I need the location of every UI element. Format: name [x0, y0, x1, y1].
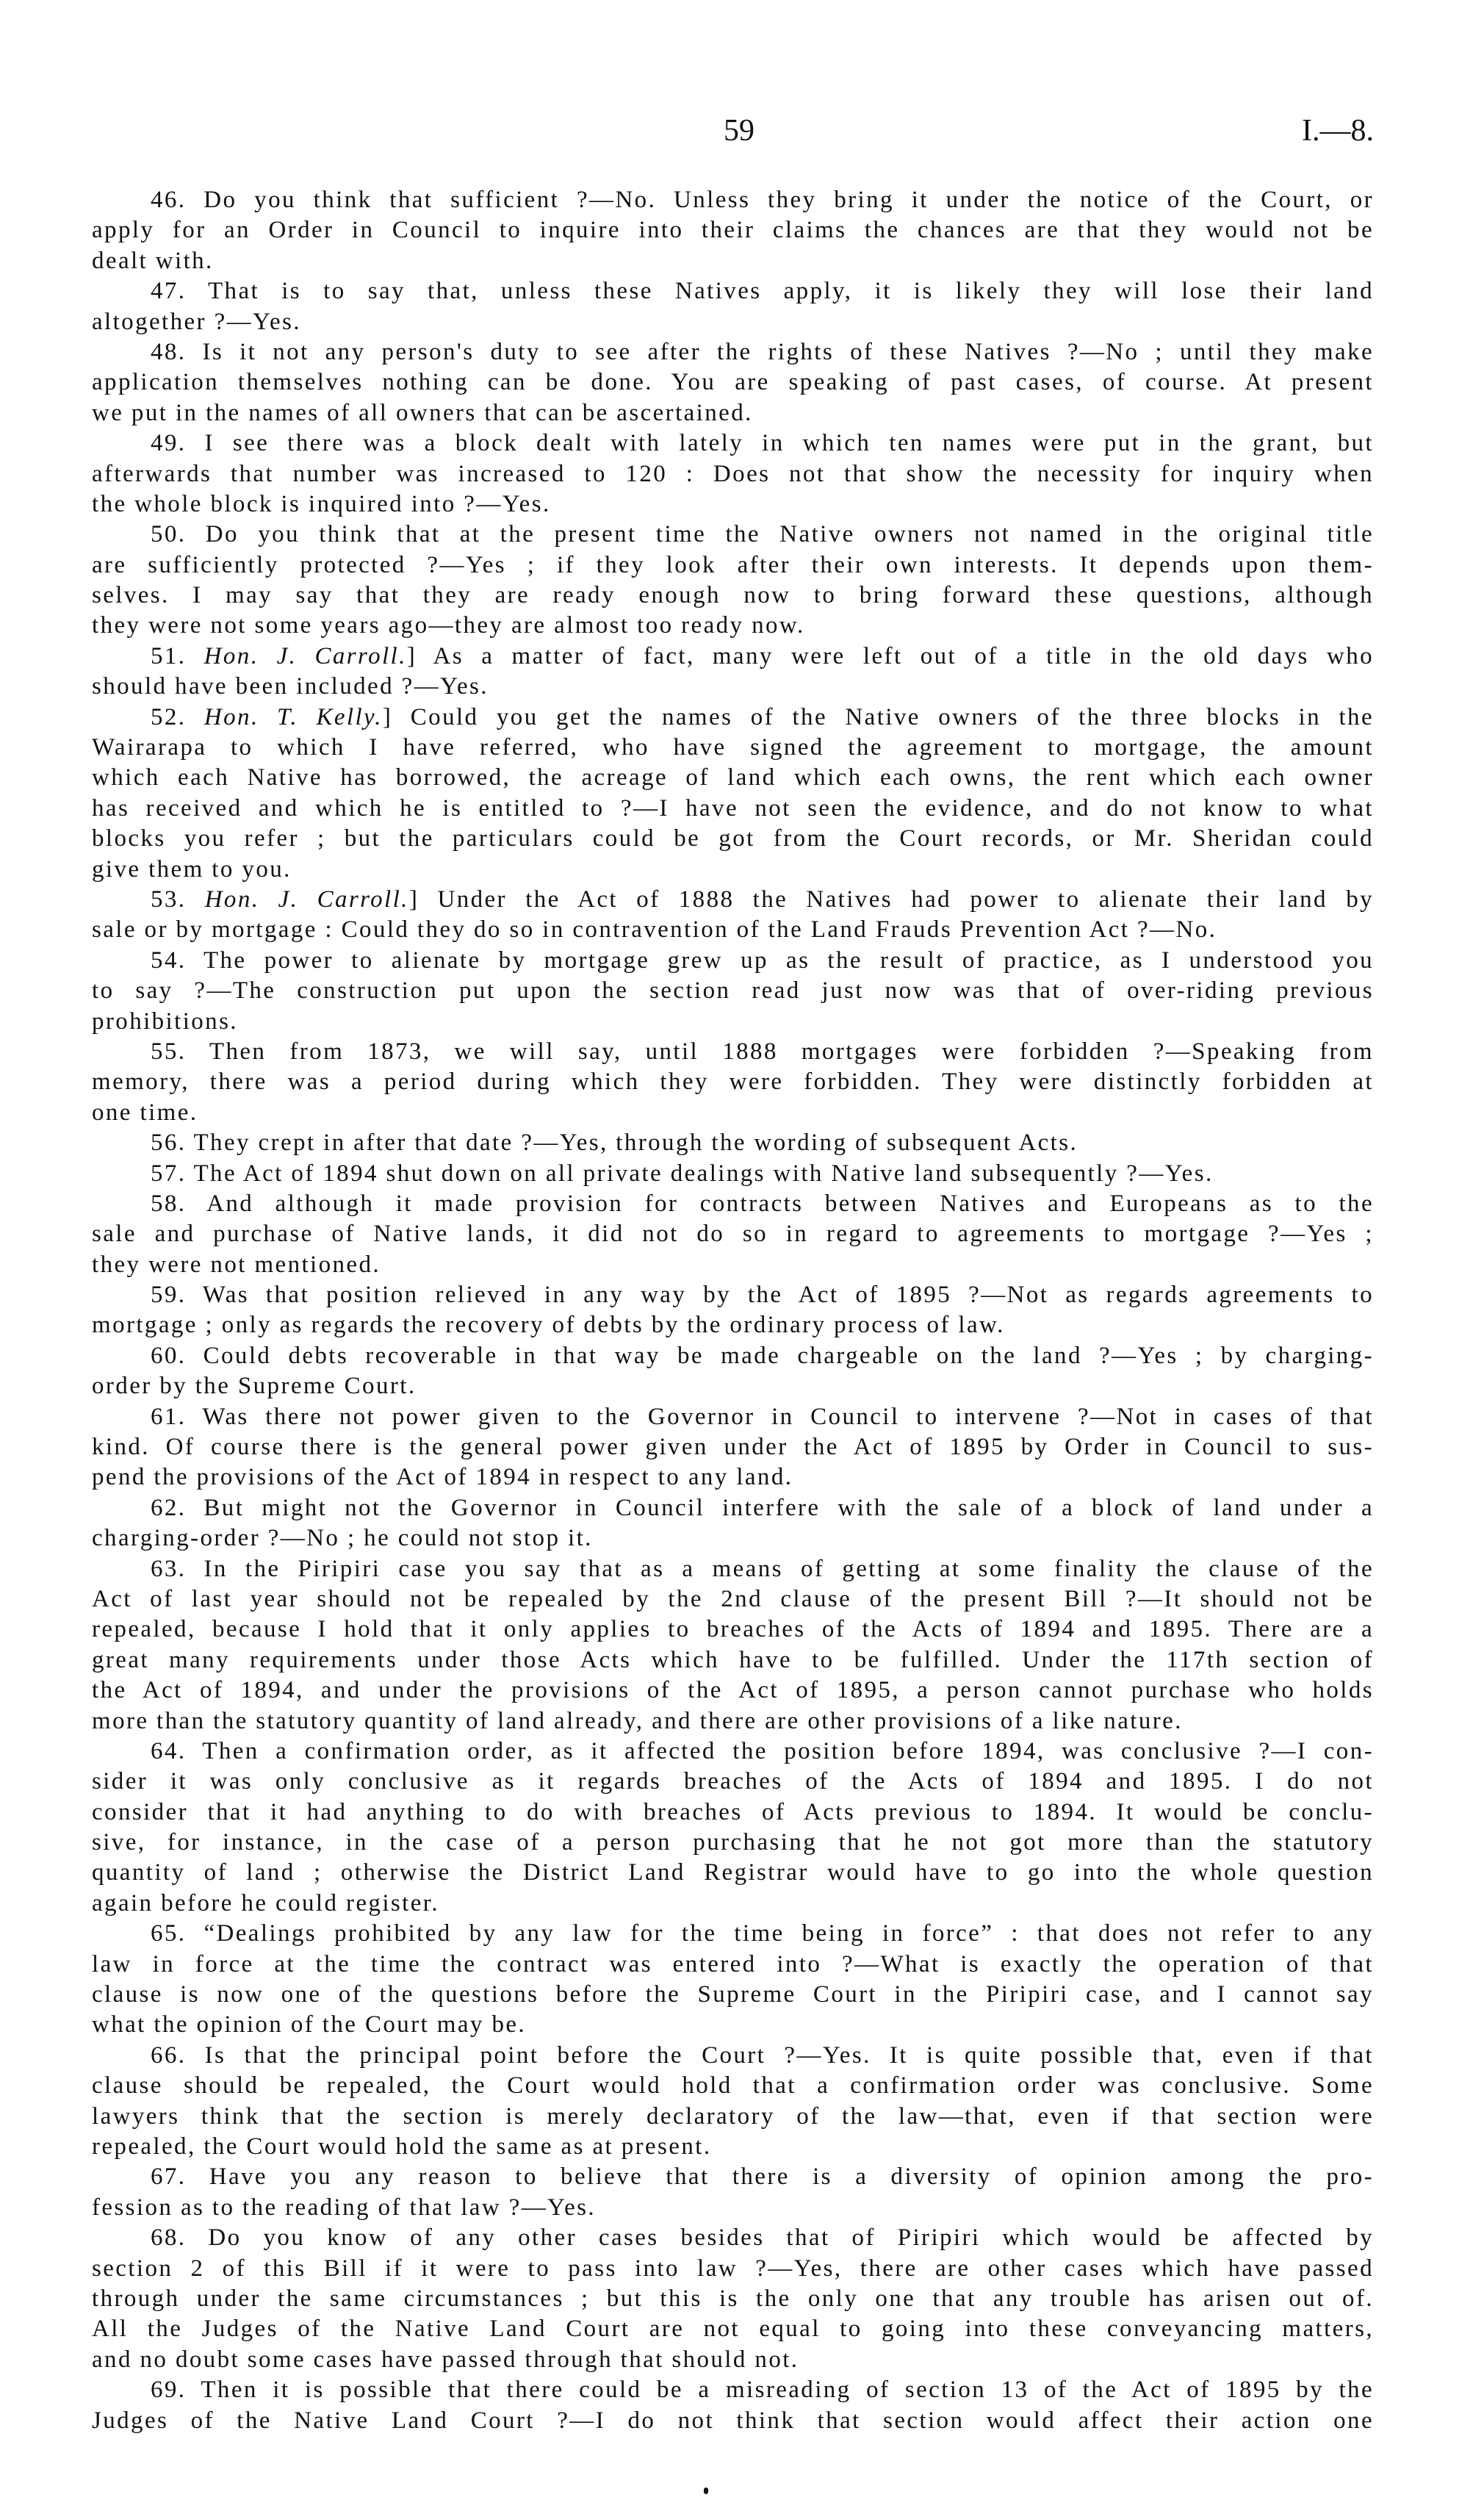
text-line: 64. Then a confirmation order, as it affected the position before 1894, was conclusive ?—I con- — [151, 1737, 1374, 1764]
text-line: 62. But might not the Governor in Council interfere with the sale of a block of land under a — [151, 1494, 1374, 1521]
text-line: 58. And although it made provision for contracts between Natives and Europeans as to the — [151, 1190, 1374, 1217]
speaker-name: Hon. T. Kelly. — [203, 703, 383, 730]
text-line: 66. Is that the principal point before the Court ?—Yes. It is quite possible that, even if that — [151, 2041, 1374, 2069]
text-line: repealed, the Court would hold the same as at present. — [92, 2133, 712, 2160]
text-line: lawyers think that the section is merely declaratory of the law—that, even if that section were — [92, 2102, 1374, 2130]
text-line: Judges of the Native Land Court ?—I do not think that section would affect their action one — [92, 2407, 1374, 2434]
qa-paragraph — [92, 1341, 1374, 1402]
text-line: one time. — [92, 1099, 198, 1126]
text-line: 59. Was that position relieved in any way by the Act of 1895 ?—Not as regards agreements to — [151, 1282, 1374, 1309]
text-line: 56. They crept in after that date ?—Yes, through the wording of subsequent Acts. — [151, 1129, 1078, 1157]
text-line: they were not mentioned. — [92, 1251, 381, 1278]
text-line: to say ?—The construction put upon the section read just now was that of over-riding previous — [92, 977, 1374, 1005]
text-line: afterwards that number was increased to 120 : Does not that show the necessity for inquiry when — [92, 460, 1374, 487]
text-line: prohibitions. — [92, 1007, 238, 1035]
qa-paragraph — [92, 185, 1374, 276]
text-line: order by the Supreme Court. — [92, 1373, 417, 1400]
text-line: 63. In the Piripiri case you say that as a means of getting at some finality the clause of the — [151, 1555, 1374, 1582]
qa-paragraph — [92, 1128, 1374, 1158]
question-number: 52. — [151, 703, 204, 730]
qa-paragraph — [92, 1493, 1374, 1554]
qa-paragraph — [92, 1919, 1374, 2041]
text-line: 60. Could debts recoverable in that way be made chargeable on the land ?—Yes ; by charging- — [151, 1342, 1374, 1369]
text-line: apply for an Order in Council to inquire into their claims the chances are that they would not be — [92, 217, 1374, 244]
text-line: application themselves nothing can be done. You are speaking of past cases, of course. At present — [92, 369, 1374, 396]
text-line: clause is now one of the questions before the Supreme Court in the Piripiri case, and I cannot say — [92, 1981, 1374, 2008]
question-number: 53. — [151, 886, 205, 913]
text-line: selves. I may say that they are ready enough now to bring forward these questions, although — [92, 582, 1374, 609]
qa-paragraph — [92, 2223, 1374, 2375]
text-line: 46. Do you think that sufficient ?—No. Unless they bring it under the notice of the Court, or — [151, 187, 1374, 213]
printer-mark — [704, 2488, 708, 2494]
text-line: repealed, because I hold that it only applies to breaches of the Acts of 1894 and 1895. There are a — [92, 1616, 1374, 1643]
text-line: 61. Was there not power given to the Governor in Council to intervene ?—Not in cases of that — [151, 1403, 1374, 1430]
text-line — [92, 642, 1374, 672]
qa-paragraph — [92, 2041, 1374, 2163]
text-line: 67. Have you any reason to believe that there is a diversity of opinion among the pro- — [151, 2163, 1374, 2191]
text-line: again before he could register. — [92, 1889, 439, 1917]
text-line: and no doubt some cases have passed through that should not. — [92, 2346, 799, 2373]
speaker-name: Hon. J. Carroll. — [203, 642, 407, 669]
text-line — [92, 703, 1374, 733]
text-line: are sufficiently protected ?—Yes ; if they look after their own interests. It depends upon them- — [92, 551, 1374, 578]
text-line: consider that it had anything to do with breaches of Acts previous to 1894. It would be conclu- — [92, 1798, 1374, 1825]
text-line: Wairarapa to which I have referred, who have signed the agreement to mortgage, the amount — [92, 734, 1374, 761]
text-line: through under the same circumstances ; but this is the only one that any trouble has arisen out of. — [92, 2285, 1374, 2312]
text-line: 50. Do you think that at the present time the Native owners not named in the original title — [151, 521, 1374, 548]
text-line: 65. “Dealings prohibited by any law for the time being in force” : that does not refer to any — [151, 1920, 1374, 1947]
text-line: 57. The Act of 1894 shut down on all private dealings with Native land subsequently ?—Yes. — [151, 1160, 1214, 1187]
text-line: sive, for instance, in the case of a person purchasing that he not got more than the statutory — [92, 1829, 1374, 1856]
text-line: great many requirements under those Acts which have to be fulfilled. Under the 117th section of — [92, 1646, 1374, 1673]
text-line: law in force at the time the contract was entered into ?—What is exactly the operation of that — [92, 1950, 1374, 1978]
qa-paragraph — [92, 276, 1374, 337]
text-line: All the Judges of the Native Land Court are not equal to going into these conveyancing matters, — [92, 2316, 1374, 2343]
qa-paragraph — [92, 885, 1374, 946]
text-line: the Act of 1894, and under the provisions of the Act of 1895, a person cannot purchase who holds — [92, 1677, 1374, 1704]
qa-paragraph — [92, 2162, 1374, 2223]
document-body — [92, 185, 1374, 2436]
text-line: charging-order ?—No ; he could not stop it. — [92, 1525, 593, 1552]
text-line: clause should be repealed, the Court would hold that a confirmation order was conclusive. Some — [92, 2072, 1374, 2100]
text-line: Act of last year should not be repealed by the 2nd clause of the present Bill ?—It should not be — [92, 1585, 1374, 1612]
qa-paragraph — [92, 1402, 1374, 1493]
text-line: pend the provisions of the Act of 1894 in respect to any land. — [92, 1464, 793, 1491]
text-line: should have been included ?—Yes. — [92, 673, 489, 700]
text-line: 69. Then it is possible that there could be a misreading of section 13 of the Act of 1895 by the — [151, 2377, 1374, 2404]
qa-paragraph — [92, 337, 1374, 428]
qa-paragraph — [92, 1037, 1374, 1128]
page-number: 59 — [724, 114, 754, 148]
text-line: 48. Is it not any person's duty to see after the rights of these Natives ?—No ; until they make — [151, 338, 1374, 365]
qa-paragraph — [92, 1736, 1374, 1919]
qa-paragraph — [92, 1554, 1374, 1736]
text-line: altogether ?—Yes. — [92, 308, 301, 335]
text-line: blocks you refer ; but the particulars could be got from the Court records, or Mr. Sheridan could — [92, 825, 1374, 852]
text-line: give them to you. — [92, 855, 292, 883]
text-line: the whole block is inquired into ?—Yes. — [92, 490, 551, 517]
text-line: which each Native has borrowed, the acreage of land which each owns, the rent which each owner — [92, 764, 1374, 791]
text-line: they were not some years ago—they are almost too ready now. — [92, 612, 805, 639]
text-line: quantity of land ; otherwise the District Land Registrar would have to go into the whole question — [92, 1859, 1374, 1886]
qa-paragraph — [92, 642, 1374, 703]
text-line: 54. The power to alienate by mortgage grew up as the result of practice, as I understood you — [151, 947, 1374, 974]
qa-paragraph — [92, 2375, 1374, 2436]
qa-paragraph — [92, 1280, 1374, 1341]
line-text: ] Could you get the names of the Native owners of the three blocks in the — [382, 703, 1374, 730]
text-line: kind. Of course there is the general power given under the Act of 1895 by Order in Council to sus- — [92, 1434, 1374, 1461]
speaker-name: Hon. J. Carroll. — [204, 886, 409, 913]
text-line: sider it was only conclusive as it regards breaches of the Acts of 1894 and 1895. I do not — [92, 1768, 1374, 1795]
text-line: 55. Then from 1873, we will say, until 1888 mortgages were forbidden ?—Speaking from — [151, 1038, 1374, 1065]
text-line: we put in the names of all owners that can be ascertained. — [92, 399, 753, 426]
text-line: has received and which he is entitled to ?—I have not seen the evidence, and do not know to what — [92, 794, 1374, 822]
text-line: fession as to the reading of that law ?—Yes. — [92, 2194, 597, 2221]
text-line: sale and purchase of Native lands, it did not do so in regard to agreements to mortgage ?—Yes ; — [92, 1221, 1374, 1248]
text-line: sale or by mortgage : Could they do so in contravention of the Land Frauds Prevention Act ?—No. — [92, 916, 1217, 944]
qa-paragraph — [92, 703, 1374, 885]
text-line: mortgage ; only as regards the recovery of debts by the ordinary process of law. — [92, 1312, 1005, 1339]
qa-paragraph — [92, 1189, 1374, 1280]
text-line: 49. I see there was a block dealt with lately in which ten names were put in the grant, but — [151, 430, 1374, 457]
text-line: section 2 of this Bill if it were to pass into law ?—Yes, there are other cases which have passed — [92, 2255, 1374, 2282]
qa-paragraph — [92, 1159, 1374, 1189]
text-line — [92, 885, 1374, 915]
qa-paragraph — [92, 946, 1374, 1037]
text-line: 47. That is to say that, unless these Natives apply, it is likely they will lose their land — [151, 278, 1374, 305]
text-line: more than the statutory quantity of land already, and there are other provisions of a like nature. — [92, 1707, 1183, 1734]
question-number: 51. — [151, 642, 204, 669]
line-text: ] Under the Act of 1888 the Natives had power to alienate their land by — [408, 886, 1374, 913]
text-line: memory, there was a period during which they were forbidden. They were distinctly forbidden at — [92, 1068, 1374, 1096]
document-reference: I.—8. — [1302, 114, 1374, 148]
line-text: ] As a matter of fact, many were left out of a title in the old days who — [406, 642, 1374, 669]
text-line: 68. Do you know of any other cases besides that of Piripiri which would be affected by — [151, 2224, 1374, 2252]
qa-paragraph — [92, 520, 1374, 642]
text-line: what the opinion of the Court may be. — [92, 2011, 527, 2039]
text-line: dealt with. — [92, 247, 214, 274]
qa-paragraph — [92, 428, 1374, 520]
